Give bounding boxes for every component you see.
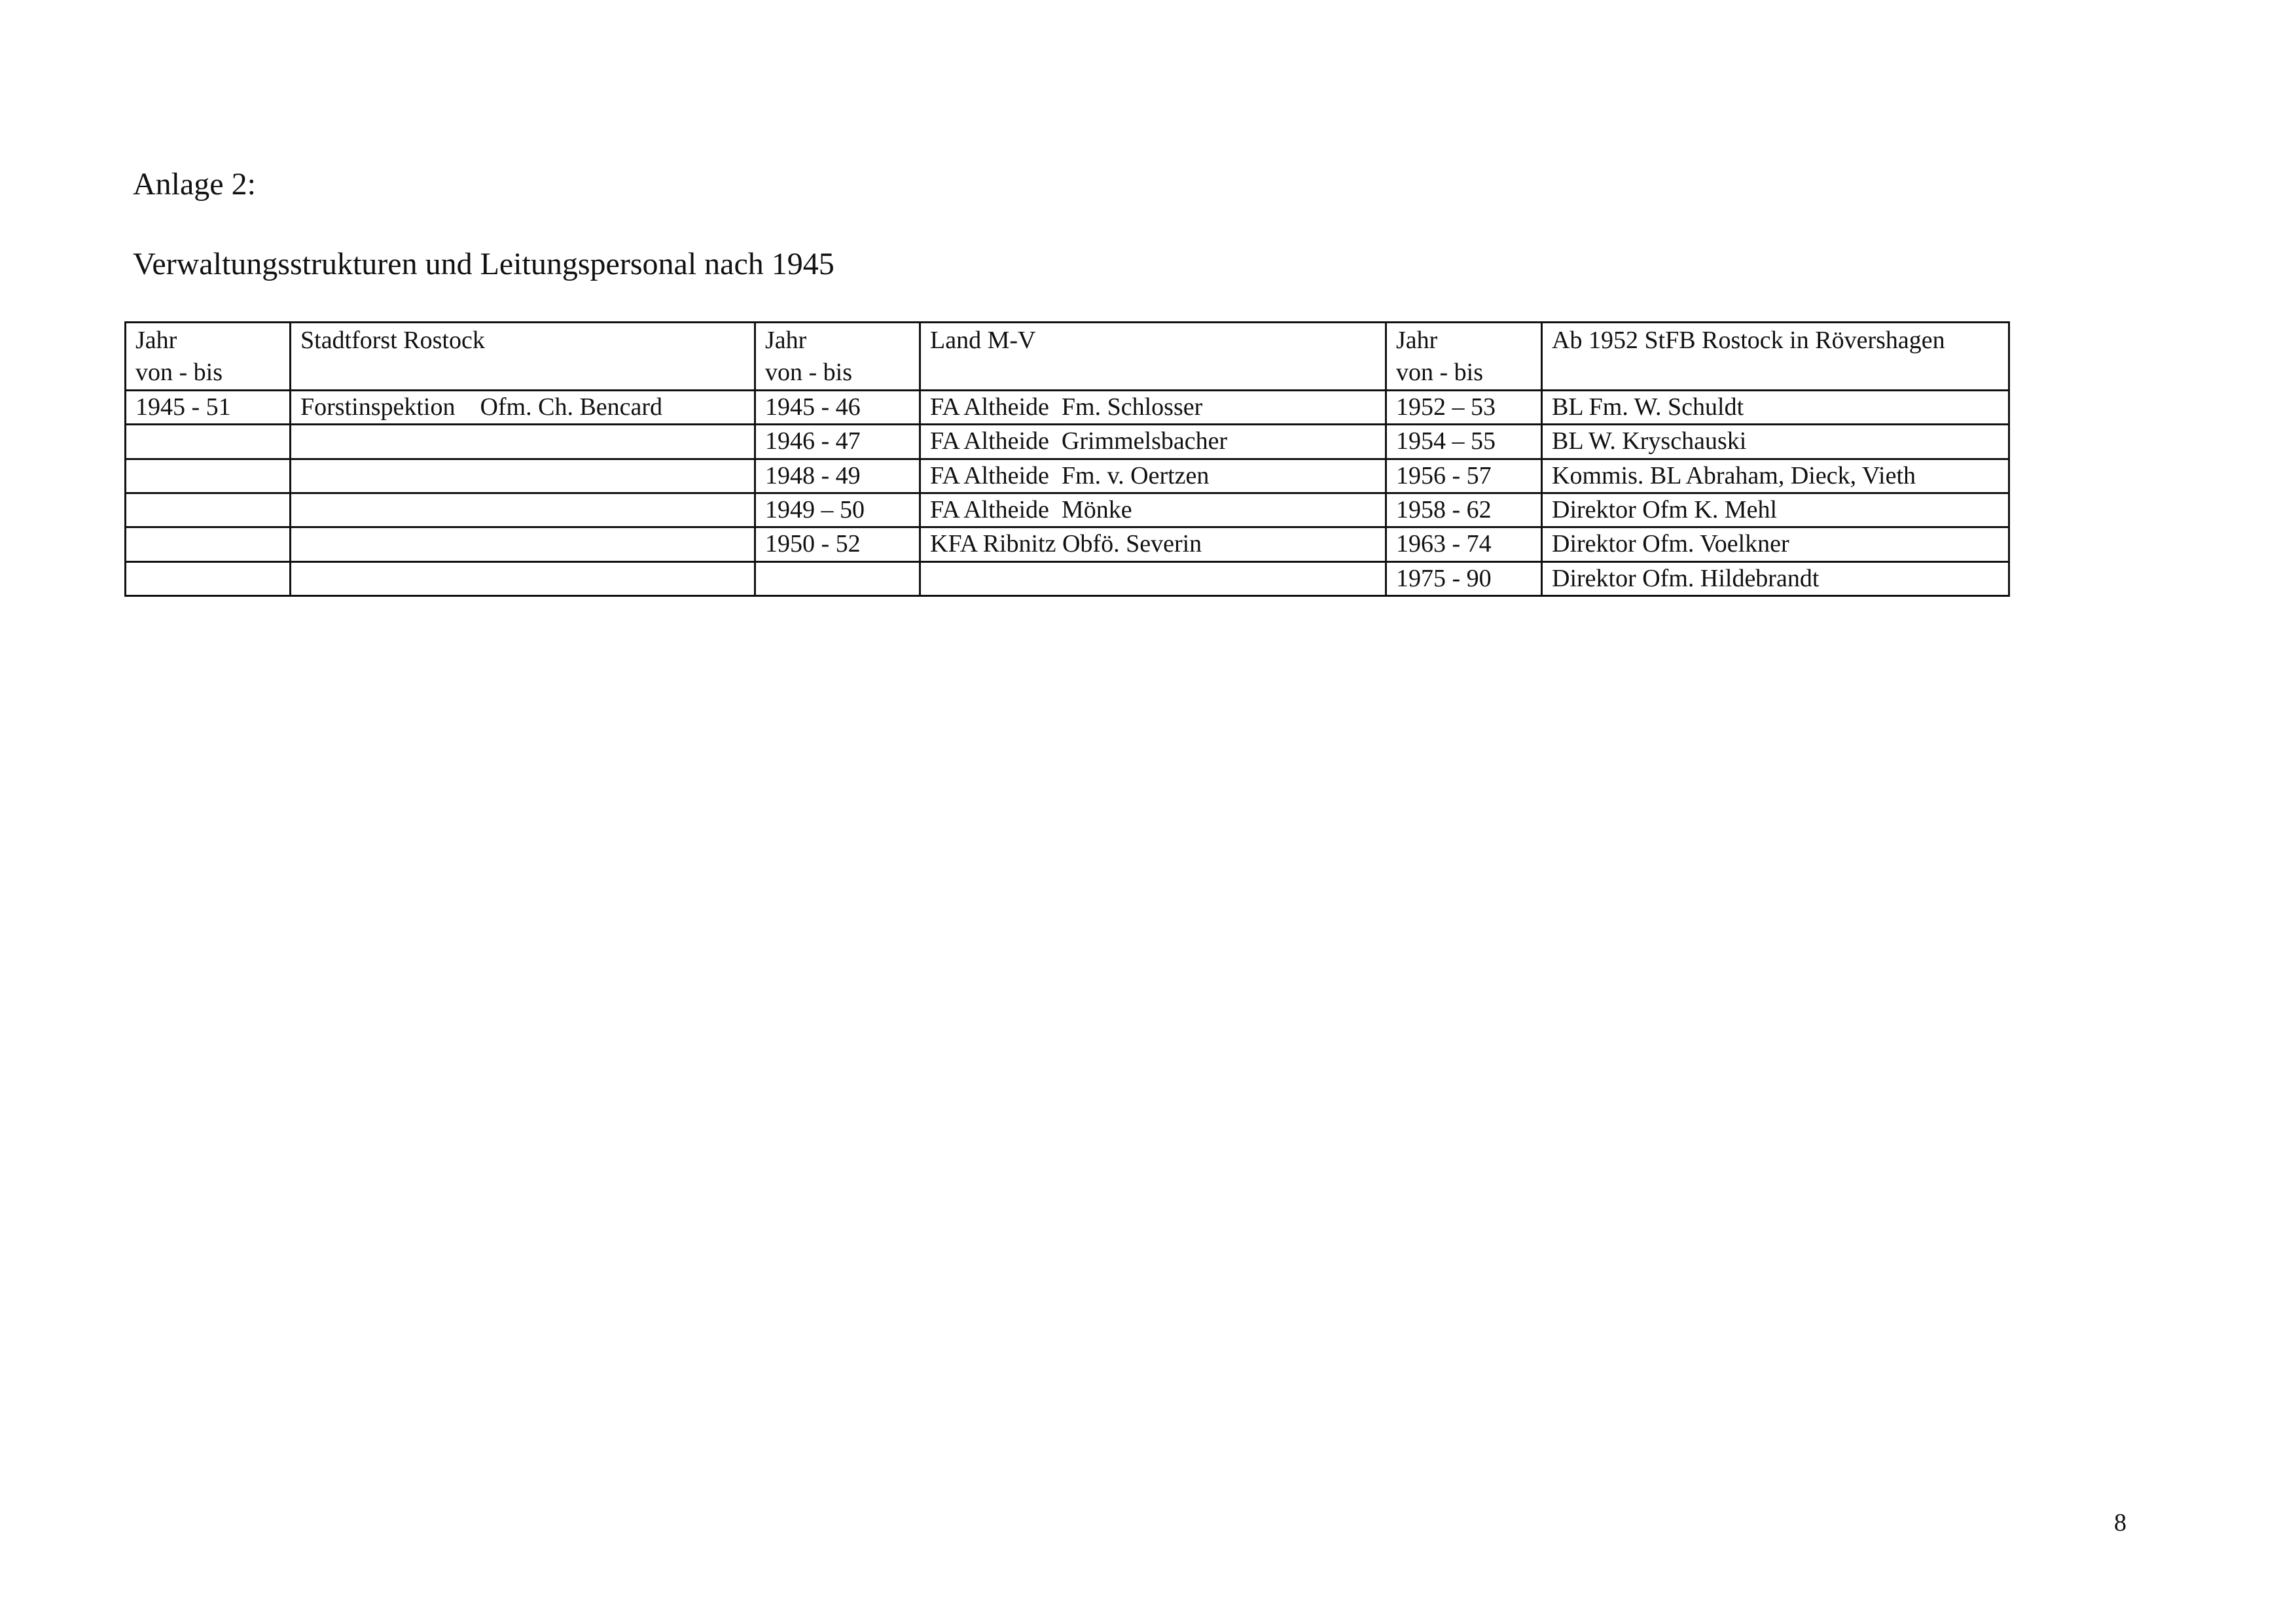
table-cell (291, 459, 755, 493)
table-cell: 1945 - 46 (755, 390, 920, 424)
appendix-label: Anlage 2: (133, 167, 256, 202)
header-text: von - bis (135, 359, 223, 387)
header-cell-land (920, 323, 1386, 391)
table-cell: FA Altheide Fm. Schlosser (920, 390, 1386, 424)
table-cell: 1956 - 57 (1386, 459, 1542, 493)
table-cell (755, 561, 920, 595)
header-text: von - bis (1396, 359, 1483, 387)
table-row (126, 425, 2009, 459)
table-cell (291, 493, 755, 527)
header-cell-stfb (1542, 323, 2009, 391)
table-row (126, 493, 2009, 527)
table-cell: Forstinspektion Ofm. Ch. Bencard (291, 390, 755, 424)
table-cell: 1946 - 47 (755, 425, 920, 459)
header-text: Jahr (765, 327, 807, 354)
table-cell: 1950 - 52 (755, 527, 920, 561)
header-text: Jahr (1396, 327, 1438, 354)
table-cell: Kommis. BL Abraham, Dieck, Vieth (1542, 459, 2009, 493)
table-cell: 1958 - 62 (1386, 493, 1542, 527)
table-row (126, 527, 2009, 561)
table-cell (126, 459, 291, 493)
table-row (126, 459, 2009, 493)
table-cell: 1954 – 55 (1386, 425, 1542, 459)
header-cell-stadtforst (291, 323, 755, 391)
table-cell (126, 425, 291, 459)
header-text: Ab 1952 StFB Rostock in Rövershagen (1552, 327, 1945, 354)
administration-table (124, 321, 2010, 597)
table-cell: 1949 – 50 (755, 493, 920, 527)
table-row (126, 390, 2009, 424)
table-cell: FA Altheide Mönke (920, 493, 1386, 527)
table-cell (291, 561, 755, 595)
document-subtitle: Verwaltungsstrukturen und Leitungspersonal nach 1945 (133, 247, 834, 281)
table-cell: Direktor Ofm K. Mehl (1542, 493, 2009, 527)
table-cell: 1952 – 53 (1386, 390, 1542, 424)
table-cell: KFA Ribnitz Obfö. Severin (920, 527, 1386, 561)
table-cell: 1963 - 74 (1386, 527, 1542, 561)
table-cell: 1975 - 90 (1386, 561, 1542, 595)
header-cell-year-3 (1386, 323, 1542, 391)
table-cell (291, 425, 755, 459)
table-cell (126, 561, 291, 595)
table-cell (291, 527, 755, 561)
table-cell: 1948 - 49 (755, 459, 920, 493)
page-number: 8 (2114, 1509, 2126, 1536)
table-cell: BL W. Kryschauski (1542, 425, 2009, 459)
table-cell (920, 561, 1386, 595)
header-cell-year-2 (755, 323, 920, 391)
table-header-row (126, 323, 2009, 391)
table-cell: Direktor Ofm. Hildebrandt (1542, 561, 2009, 595)
table-cell: FA Altheide Fm. v. Oertzen (920, 459, 1386, 493)
header-text: Stadtforst Rostock (300, 327, 485, 354)
table-cell (126, 527, 291, 561)
table-row (126, 561, 2009, 595)
table-cell: BL Fm. W. Schuldt (1542, 390, 2009, 424)
table-cell: FA Altheide Grimmelsbacher (920, 425, 1386, 459)
table-cell (126, 493, 291, 527)
table-cell: Direktor Ofm. Voelkner (1542, 527, 2009, 561)
table-cell: 1945 - 51 (126, 390, 291, 424)
header-text: Land M-V (930, 327, 1036, 354)
header-cell-year-1 (126, 323, 291, 391)
header-text: Jahr (135, 327, 177, 354)
header-text: von - bis (765, 359, 852, 387)
